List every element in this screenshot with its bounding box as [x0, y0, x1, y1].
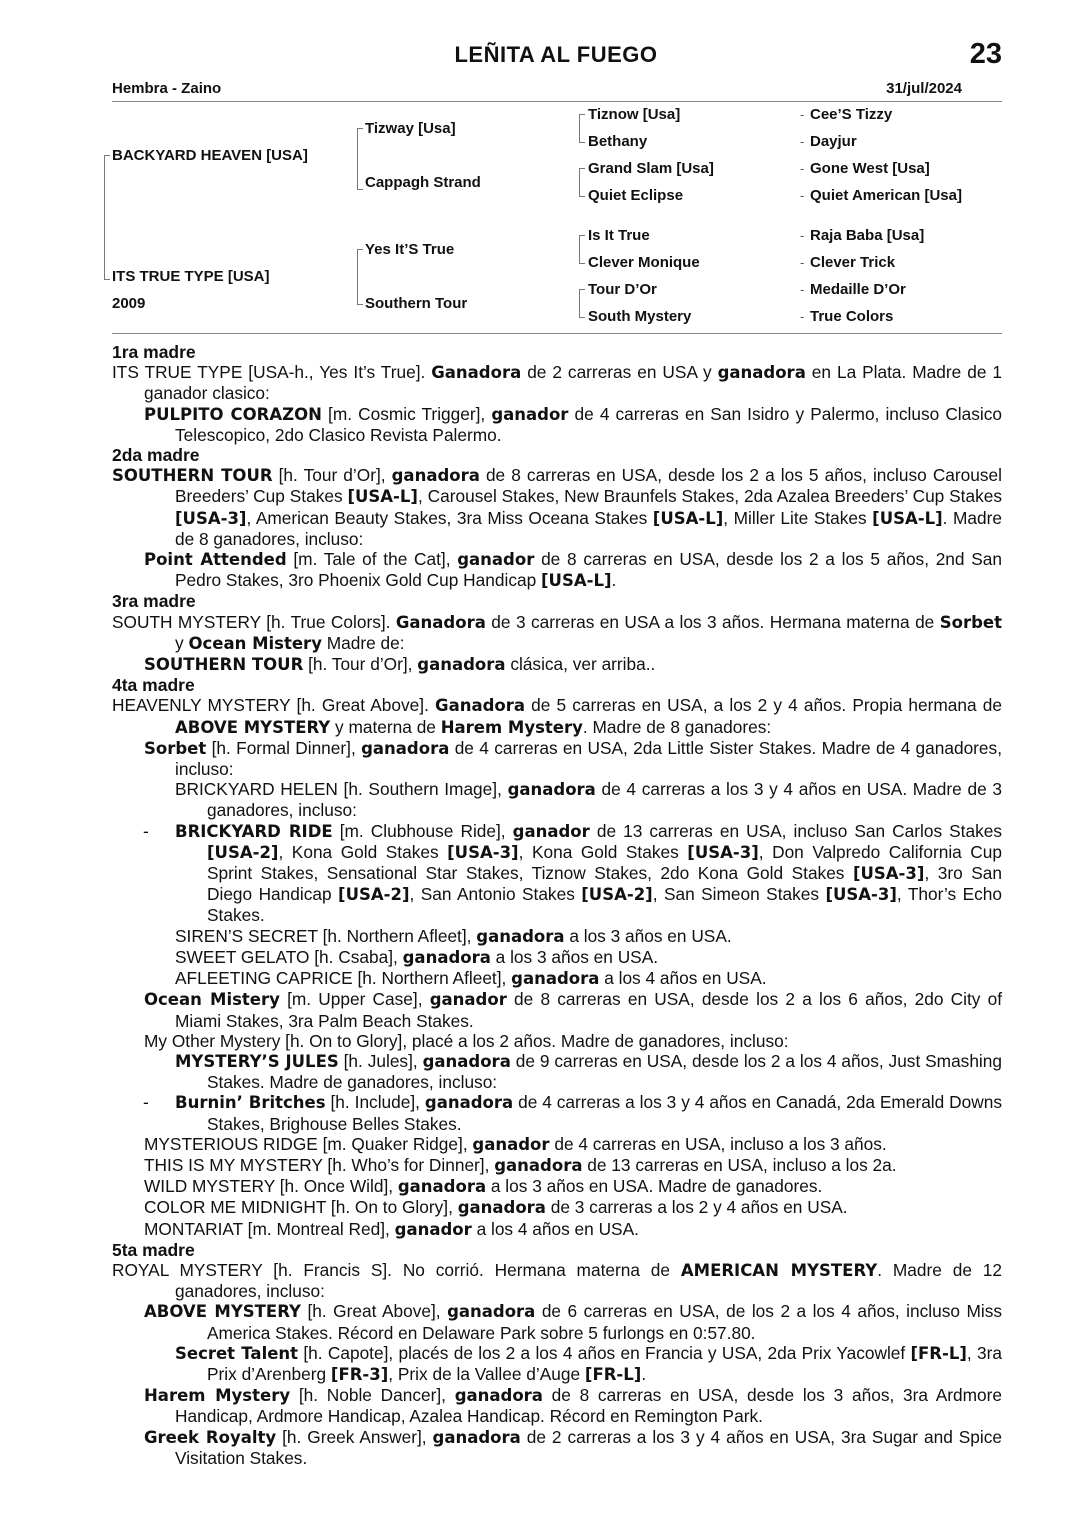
pedigree-dam: ITS TRUE TYPE [USA]	[112, 268, 270, 285]
pedigree-g3-1: Tiznow [Usa]	[588, 106, 681, 123]
dam-entry: SOUTH MYSTERY [h. True Colors]. Ganadora de 3 carreras en USA a los 3 años. Hermana materna de Sorbet y Ocean Mistery Madre de:	[112, 611, 1002, 653]
produce-entry: SOUTHERN TOUR [h. Tour d’Or], ganadora clásica, ver arriba..	[144, 654, 656, 675]
pedigree-g4-5: Raja Baba [Usa]	[810, 227, 925, 244]
produce-entry: SIREN’S SECRET [h. Northern Afleet], ganadora a los 3 años en USA.	[175, 925, 732, 946]
page-number: 23	[969, 38, 1002, 70]
produce-entry: Ocean Mistery [m. Upper Case], ganador de 8 carreras en USA, desde los 2 a los 6 años, 2do City of Miami Stakes, 3ra Palm Beach Stakes.	[144, 989, 1003, 1031]
pedigree-bracket-g3d	[579, 289, 585, 318]
produce-entry: Sorbet [h. Formal Dinner], ganadora de 4 carreras en USA, 2da Little Sister Stakes. Madre de 4 ganadores, incluso:	[144, 737, 1002, 780]
pedigree-g4-4: Quiet American [Usa]	[810, 187, 962, 204]
produce-entry: MONTARIAT [m. Montreal Red], ganador a los 4 años en USA.	[144, 1218, 639, 1239]
pedigree-g2-1: Tizway [Usa]	[365, 120, 456, 137]
female-family	[112, 342, 1002, 1468]
pedigree-dam-year: 2009	[112, 295, 146, 312]
produce-entry: Secret Talent [h. Capote], placés de los 2 a los 4 años en Francia y USA, 2da Prix Yacowlef [FR-L], 3ra Prix d’Arenberg [FR-3], Prix de la Vallee d’Auge [FR-L].	[175, 1342, 1002, 1384]
top-divider	[112, 101, 1002, 102]
dam-entry: SOUTHERN TOUR [h. Tour d’Or], ganadora de 8 carreras en USA, desde los 2 a los 5 años, incluso Carousel Breeders’ Cup Stakes [USA-L], Carousel Stakes, New Braunfels Stakes, 2da Azalea Breeders’ Cup Stakes [USA-3], American Beauty Stakes, 3ra Miss Oceana Stakes [USA-L], Miller Lite Stakes [USA-L]. Madre de 8 ganadores, incluso:	[112, 465, 1002, 549]
sex-color: Hembra - Zaino	[112, 80, 222, 97]
dam-entry: HEAVENLY MYSTERY [h. Great Above]. Ganadora de 5 carreras en USA, a los 2 y 4 años. Propia hermana de ABOVE MYSTERY y materna de Harem Mystery. Madre de 8 ganadores:	[112, 695, 1002, 737]
dam-entry: ITS TRUE TYPE [USA-h., Yes It’s True]. Ganadora de 2 carreras en USA y ganadora en La Plata. Madre de 1 ganador clasico:	[112, 362, 1003, 404]
pedigree-g2-2: Cappagh Strand	[365, 174, 481, 191]
pedigree-g4-2: Dayjur	[810, 133, 857, 150]
pedigree-g3-4: Quiet Eclipse	[588, 187, 684, 204]
produce-entry: WILD MYSTERY [h. Once Wild], ganadora a los 3 años en USA. Madre de ganadores.	[144, 1176, 823, 1197]
produce-entry: SWEET GELATO [h. Csaba], ganadora a los 3 años en USA.	[175, 946, 659, 967]
produce-entry: - BRICKYARD RIDE [m. Clubhouse Ride], ganador de 13 carreras en USA, incluso San Carlos Stakes [USA-2], Kona Gold Stakes [USA-3], Kona Gold Stakes [USA-3], Don Valpredo California Cup Sprint Stakes, Sensational Star Stakes, Tiznow Stakes, 2do Kona Gold Stakes [USA-3], 3ro San Diego Handicap [USA-2], San Antonio Stakes [USA-2], San Simeon Stakes [USA-3], Thor’s Echo Stakes.	[143, 820, 1003, 926]
pedigree-g3-5: Is It True	[588, 227, 650, 244]
pedigree-divider	[112, 333, 1002, 334]
pedigree-g3-8: South Mystery	[588, 308, 692, 325]
document-page: LEÑITA AL FUEGO 23 Hembra - Zaino 31/jul/2024 BACKYARD HEAVEN [USA] ITS TRUE TYPE [USA] 2009 Tizway [Usa] Cappagh Strand Yes It’S True Southern Tour Tiznow [Usa] Bethany Grand Slam [Usa] Quiet Eclipse Is It True Clever Monique Tour D’Or South Mystery - Cee’S Tizzy - Dayjur - Gone West [Usa] - Quiet American [Usa] - Raja Baba [Usa] - Clever Trick - Medaille D’Or - True Colors 1ra madre ITS TRUE TYPE [USA-h., Yes It’s True]. Ganadora de 2 carreras en USA y ganadora en La Plata. Madre de 1 ganador clasico: PULPITO CORAZON [m. Cosmic Trigger], ganador de 4 carreras en San Isidro y Palermo, incluso Clasico Telescopico, 2do Clasico Revista Palermo. 2da madre SOUTHERN TOUR [h. Tour d’Or], ganadora de 8 carreras en USA, desde los 2 a los 5 años, incluso Carousel Breeders’ Cup Stakes [USA-L], Carousel Stakes, New Braunfels Stakes, 2da Azalea Breeders’ Cup Stakes [USA-3], American Beauty Stakes, 3ra Miss Oceana Stakes [USA-L], Miller Lite Stakes [USA-L]. Madre de 8 ganadores, incluso: Point Attended [m. Tale of the Cat], ganador de 8 carreras en USA, desde los 2 a los 5 años, 2nd San Pedro Stakes, 3ro Phoenix Gold Cup Handicap [USA-L]. 3ra madre SOUTH MYSTERY [h. True Colors]. Ganadora de 3 carreras en USA a los 3 años. Hermana materna de Sorbet y Ocean Mistery Madre de: SOUTHERN TOUR [h. Tour d’Or], ganadora clásica, ver arriba.. 4ta madre HEAVENLY MYSTERY [h. Great Above]. Ganadora de 5 carreras en USA, a los 2 y 4 años. Propia hermana de ABOVE MYSTERY y materna de Harem Mystery. Madre de 8 ganadores: Sorbet [h. Formal Dinner], ganadora de 4 carreras en USA, 2da Little Sister Stakes. Madre de 4 ganadores, incluso: BRICKYARD HELEN [h. Southern Image], ganadora de 4 carreras a los 3 y 4 años en USA. Madre de 3 ganadores, incluso: - BRICKYARD RIDE [m. Clubhouse Ride], ganador de 13 carreras en USA, incluso San Carlos Stakes [USA-2], Kona Gold Stakes [USA-3], Kona Gold Stakes [USA-3], Don Valpredo California Cup Sprint Stakes, Sensational Star Stakes, Tiznow Stakes, 2do Kona Gold Stakes [USA-3], 3ro San Diego Handicap [USA-2], San Antonio Stakes [USA-2], San Simeon Stakes [USA-3], Thor’s Echo Stakes. SIREN’S SECRET [h. Northern Afleet], ganadora a los 3 años en USA. SWEET GELATO [h. Csaba], ganadora a los 3 años en USA. AFLEETING CAPRICE [h. Northern Afleet], ganadora a los 4 años en USA. Ocean Mistery [m. Upper Case], ganador de 8 carreras en USA, desde los 2 a los 6 años, 2do City of Miami Stakes, 3ra Palm Beach Stakes. My Other Mystery [h. On to Glory], placé a los 2 años. Madre de ganadores, incluso: MYSTERY’S JULES [h. Jules], ganadora de 9 carreras en USA, desde los 2 a los 4 años, Just Smashing Stakes. Madre de ganadores, incluso: - Burnin’ Britches [h. Include], ganadora de 4 carreras a los 3 y 4 años en Canadá, 2da Emerald Downs Stakes, Brighouse Belles Stakes. MYSTERIOUS RIDGE [m. Quaker Ridge], ganador de 4 carreras en USA, incluso a los 3 años. THIS IS MY MYSTERY [h. Who’s for Dinner], ganadora de 13 carreras en USA, incluso a los 2a. WILD MYSTERY [h. Once Wild], ganadora a los 3 años en USA. Madre de ganadores. COLOR ME MIDNIGHT [h. On to Glory], ganadora de 3 carreras a los 2 y 4 años en USA. MONTARIAT [m. Montreal Red], ganador a los 4 años en USA. 5ta madre ROYAL MYSTERY [h. Francis S]. No corrió. Hermana materna de AMERICAN MYSTERY. Madre de 12 ganadores, incluso: ABOVE MYSTERY [h. Great Above], ganadora de 6 carreras en USA, de los 2 a los 4 años, incluso Miss America Stakes. Récord en Delaware Park sobre 5 furlongs en 0:57.80. Secret Talent [h. Capote], placés de los 2 a los 4 años en Francia y USA, 2da Prix Yacowlef [FR-L], 3ra Prix d’Arenberg [FR-3], Prix de la Vallee d’Auge [FR-L]. Harem Mystery [h. Noble Dancer], ganadora de 8 carreras en USA, desde los 3 años, 3ra Ardmore Handicap, Ardmore Handicap, Azalea Handicap. Récord en Remington Park. Greek Royalty [h. Greek Answer], ganadora de 2 carreras a los 3 y 4 años en USA, 3ra Sugar and Spice Visitation Stakes.	[0, 0, 1080, 1525]
pedigree-bracket-g1b	[104, 155, 110, 280]
pedigree-g2-4: Southern Tour	[365, 295, 468, 312]
produce-entry: Harem Mystery [h. Noble Dancer], ganadora de 8 carreras en USA, desde los 3 años, 3ra Ardmore Handicap, Ardmore Handicap, Azalea Handicap. Récord en Remington Park.	[144, 1385, 1002, 1427]
produce-entry: My Other Mystery [h. On to Glory], placé a los 2 años. Madre de ganadores, incluso:	[144, 1030, 789, 1051]
produce-entry: BRICKYARD HELEN [h. Southern Image], ganadora de 4 carreras a los 3 y 4 años en USA. Madre de 3 ganadores, incluso:	[175, 779, 1002, 821]
produce-entry: Greek Royalty [h. Greek Answer], ganadora de 2 carreras a los 3 y 4 años en USA, 3ra Sugar and Spice Visitation Stakes.	[144, 1426, 1002, 1468]
pedigree-g3-7: Tour D’Or	[588, 281, 657, 298]
produce-entry: PULPITO CORAZON [m. Cosmic Trigger], ganador de 4 carreras en San Isidro y Palermo, incluso Clasico Telescopico, 2do Clasico Revista Palermo.	[144, 403, 1002, 445]
section-heading: 4ta madre	[112, 675, 195, 696]
produce-entry: AFLEETING CAPRICE [h. Northern Afleet], ganadora a los 4 años en USA.	[175, 968, 767, 989]
produce-entry: ABOVE MYSTERY [h. Great Above], ganadora de 6 carreras en USA, de los 2 a los 4 años, incluso Miss America Stakes. Récord en Delaware Park sobre 5 furlongs en 0:57.80.	[144, 1301, 1002, 1343]
pedigree-g4-7: Medaille D’Or	[810, 281, 906, 298]
pedigree-bracket-g3b	[579, 168, 585, 197]
produce-entry: MYSTERIOUS RIDGE [m. Quaker Ridge], ganador de 4 carreras en USA, incluso a los 3 años.	[144, 1133, 887, 1154]
pedigree-bracket-g2b	[357, 249, 363, 305]
produce-entry: - Burnin’ Britches [h. Include], ganadora de 4 carreras a los 3 y 4 años en Canadá, 2da Emerald Downs Stakes, Brighouse Belles Stakes.	[143, 1092, 1003, 1134]
dam-entry: ROYAL MYSTERY [h. Francis S]. No corrió. Hermana materna de AMERICAN MYSTERY. Madre de 12 ganadores, incluso:	[112, 1259, 1003, 1302]
pedigree-g4-3: Gone West [Usa]	[810, 160, 930, 177]
page-title: LEÑITA AL FUEGO	[454, 42, 658, 67]
section-heading: 3ra madre	[112, 591, 196, 612]
pedigree-g4-8: True Colors	[810, 308, 894, 325]
pedigree-bracket-g2a	[357, 128, 363, 190]
produce-entry: Point Attended [m. Tale of the Cat], ganador de 8 carreras en USA, desde los 2 a los 5 años, 2nd San Pedro Stakes, 3ro Phoenix Gold Cup Handicap [USA-L].	[144, 549, 1002, 591]
pedigree-g4-6: Clever Trick	[810, 254, 896, 271]
document-date: 31/jul/2024	[886, 80, 962, 97]
produce-entry: THIS IS MY MYSTERY [h. Who’s for Dinner], ganadora de 13 carreras en USA, incluso a los 2a.	[144, 1154, 897, 1175]
pedigree-g4-1: Cee’S Tizzy	[810, 106, 893, 123]
pedigree-bracket-g3c	[579, 235, 585, 264]
section-heading: 1ra madre	[112, 342, 196, 362]
pedigree-g2-3: Yes It’S True	[365, 241, 455, 258]
pedigree-sire: BACKYARD HEAVEN [USA]	[112, 147, 308, 164]
pedigree-g3-2: Bethany	[588, 133, 648, 150]
produce-entry: MYSTERY’S JULES [h. Jules], ganadora de 9 carreras en USA, desde los 2 a los 4 años, Just Smashing Stakes. Madre de ganadores, incluso:	[175, 1050, 1002, 1093]
section-heading: 5ta madre	[112, 1239, 195, 1260]
pedigree-g3-3: Grand Slam [Usa]	[588, 160, 714, 177]
pedigree-bracket-g3a	[579, 114, 585, 143]
produce-entry: COLOR ME MIDNIGHT [h. On to Glory], ganadora de 3 carreras a los 2 y 4 años en USA.	[144, 1197, 848, 1218]
pedigree-g3-6: Clever Monique	[588, 254, 700, 271]
section-heading: 2da madre	[112, 445, 200, 466]
